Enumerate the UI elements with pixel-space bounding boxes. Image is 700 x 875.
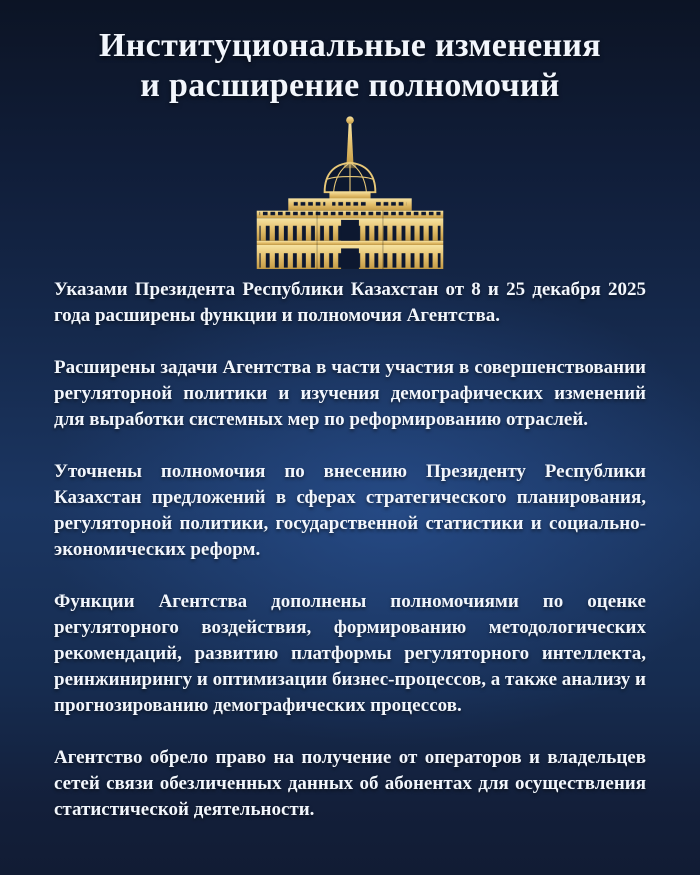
page-title xyxy=(0,0,700,106)
spire-ball xyxy=(346,117,354,125)
spire xyxy=(346,124,353,167)
title-line-1: Институциональные изменения xyxy=(99,27,601,64)
paragraph: Агентство обрело право на получение от операторов и владельцев сетей связи обезличенных данных об абонентах для осуществления статистической деятельности. xyxy=(54,747,646,821)
akorda-palace-icon xyxy=(254,114,446,269)
paragraph: Указами Президента Республики Казахстан от 8 и 25 декабря 2025 года расширены функции и полномочия Агентства. xyxy=(54,279,646,327)
content xyxy=(0,269,700,823)
paragraph: Расширены задачи Агентства в части участия в совершенствовании регуляторной политики и изучения демографических изменений для выработки системных мер по реформированию отраслей. xyxy=(54,357,646,431)
paragraph: Уточнены полномочия по внесению Президенту Республики Казахстан предложений в сферах стратегического планирования, регуляторной политики, государственной статистики и социально-экономических реформ. xyxy=(54,461,646,561)
paragraph: Функции Агентства дополнены полномочиями по оценке регуляторного воздействия, формированию методологических рекомендаций, развитию платформы регуляторного интеллекта, реинжинирингу и оптимизации бизнес-процессов, а также анализу и прогнозированию демографических процессов. xyxy=(54,591,646,717)
title-line-2: и расширение полномочий xyxy=(140,67,560,105)
